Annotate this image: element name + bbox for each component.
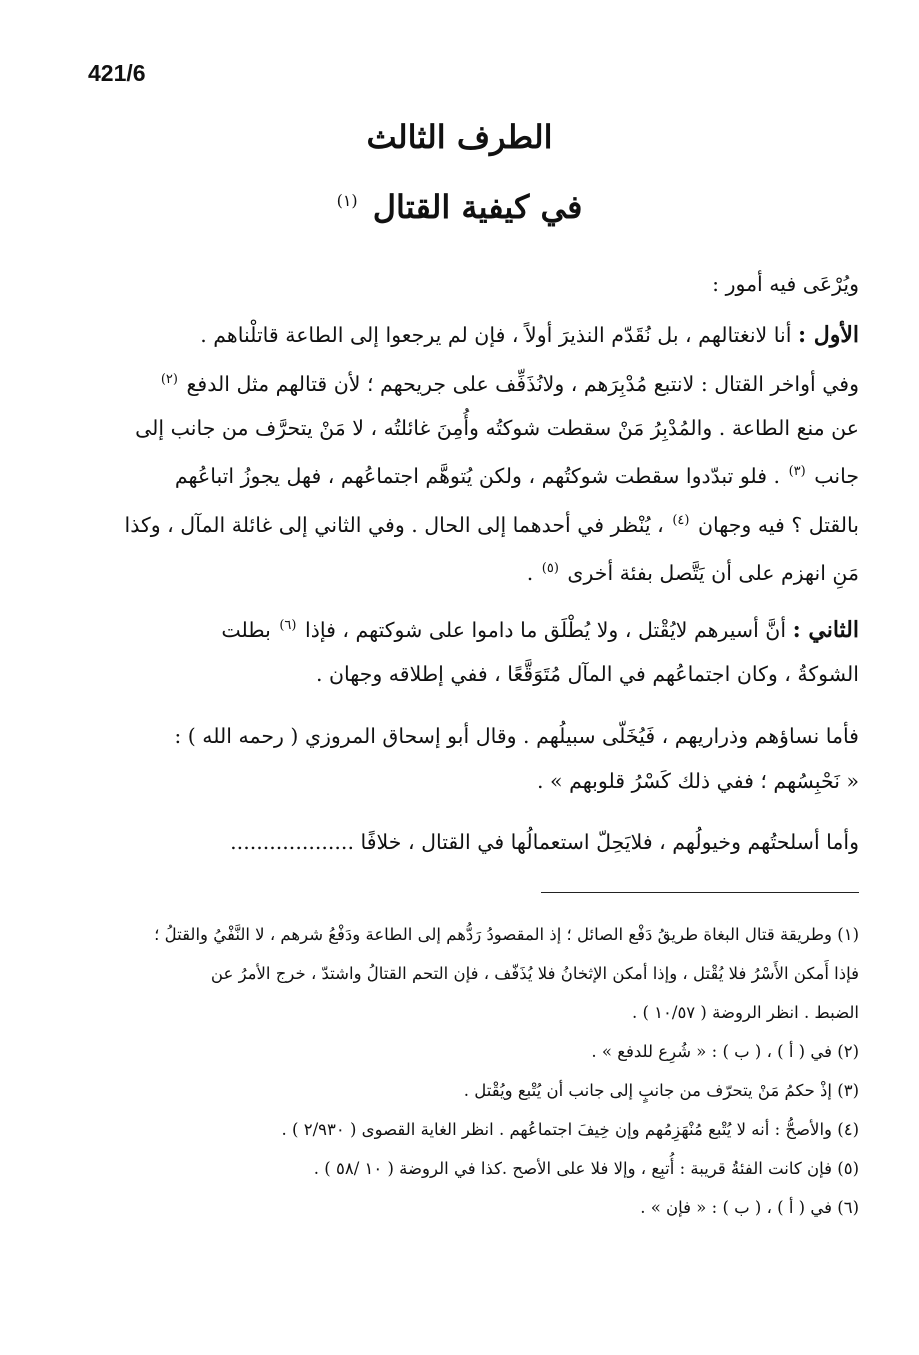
footnote-line: (١) وطريقة قتال البغاة طريقُ دَفْع الصائل ؛ إذ المقصودُ رَدُّهم إلى الطاعة ودَفْعُ شرهم ، لا النَّفْيُ والقتلُ ؛ (154, 925, 859, 944)
footnote-ref-4: (٤) (672, 512, 690, 528)
intro-line: ويُرْعَى فيه أمور : (712, 272, 859, 296)
paragraph-women-children (95, 714, 859, 803)
footnote-line: (٤) والأصحُّ : أنه لا يُتْبع مُنْهَزِمُهم وإن خِيفَ اجتماعُهم . انظر الغاية القصوى ( ٢/٩٣٠ ) . (281, 1120, 859, 1139)
footnote-ref-1: (١) (336, 191, 358, 211)
footnote-line: (٦) في ( أ ) ، ( ب ) : « فإن » . (640, 1198, 859, 1217)
text-fragment: . فلو تبدّدوا سقطت شوكتُهم ، ولكن يُتوهَّم اجتماعُهم ، فهل يجوزُ اتباعُهم (174, 464, 781, 489)
footnote-ref-6: (٦) (279, 618, 297, 633)
text-fragment: ، يُنْظر في أحدهما إلى الحال . وفي الثاني إلى غائلة المآل ، وكذا (124, 512, 664, 537)
text-line (95, 547, 859, 595)
footnote-line: (٢) في ( أ ) ، ( ب ) : « شُرِع للدفع » . (591, 1042, 859, 1061)
intro-paragraph (95, 262, 859, 307)
text-fragment: . (526, 560, 534, 585)
footnote-divider (541, 892, 859, 893)
text-line: عن منع الطاعة . والمُدْبِرُ مَنْ سقطت شوكتُه وأُمِنَ غائلتُه ، لا مَنْ يتحرَّف من جانب إلى (135, 415, 859, 440)
footnote-line: (٥) فإن كانت الفئةُ قريبة : أُتبِع ، وإلا فلا على الأصح .كذا في الروضة ( ١٠ /٥٨ ) . (313, 1159, 859, 1178)
page-number: 421/6 (88, 60, 146, 86)
text-fragment: وفي أواخر القتال : لانتبع مُدْبِرَهم ، ولانُذَفِّف على جريحهم ؛ لأن قتالهم مثل الدفع (186, 371, 859, 396)
text-line: فأما نساؤهم وذراريهم ، فَيُخَلّى سبيلُهم . وقال أبو إسحاق المروزي ( رحمه الله ) : (174, 724, 859, 748)
section-first (95, 313, 859, 595)
text-line: وأما أسلحتُهم وخيولُهم ، فلايَحِلّ استعمالُها في القتال ، خلافًا ................... (230, 830, 859, 854)
footnote-line: فإذا أَمكن الأَسْرُ فلا يُقْتل ، وإذا أمكن الإثخانُ فلا يُذَفّف ، فإن التحم القتالُ واشتدّ ، خرج الأمرُ عن (210, 964, 859, 983)
footnote-ref-2: (٢) (160, 371, 178, 387)
text-fragment: مَنِ انهزم على أن يَتَّصل بفئة أخرى (567, 560, 859, 585)
text-line (95, 604, 859, 652)
footnote-line: (٣) إذْ حكمُ مَنْ يتحرّف من جانبٍ إلى جانب أن يُتْبع ويُقْتل . (463, 1081, 859, 1100)
text-line (95, 499, 859, 547)
footnotes (95, 915, 859, 1227)
section-title (95, 188, 824, 226)
text-fragment: بطلت (221, 617, 271, 642)
paragraph-weapons (95, 820, 859, 865)
footnote-ref-5: (٥) (541, 560, 559, 576)
section-lead-second: الثاني : (792, 616, 859, 643)
text-fragment: أنَّ أسيرهم لايُقْتل ، ولا يُطْلَق ما داموا على شوكتهم ، فإذا (305, 617, 787, 642)
text-line: الشوكةُ ، وكان اجتماعُهم في المآل مُتَوَقَّعًا ، ففي إطلاقه وجهان . (315, 662, 859, 687)
text-fragment: بالقتل ؟ فيه وجهان (697, 512, 859, 537)
chapter-title: الطرف الثالث (366, 118, 553, 156)
section-title-text: في كيفية القتال (372, 188, 583, 226)
footnote-ref-3: (٣) (788, 464, 806, 480)
footnote-line: الضبط . انظر الروضة ( ١٠/٥٧ ) . (631, 1003, 859, 1022)
text-line: « نَحْبِسُهم ؛ ففي ذلك كَسْرُ قلوبهم » . (537, 768, 859, 793)
section-second (95, 604, 859, 697)
text-line (95, 358, 859, 406)
text-fragment: جانب (814, 464, 859, 489)
section-lead-first: الأول : (797, 322, 859, 348)
text-line (95, 313, 859, 358)
text-fragment: أنا لانغتالهم ، بل نُقَدّم النذيرَ أولاً ، فإن لم يرجعوا إلى الطاعة قاتلْناهم . (200, 323, 792, 347)
text-line (95, 450, 859, 498)
